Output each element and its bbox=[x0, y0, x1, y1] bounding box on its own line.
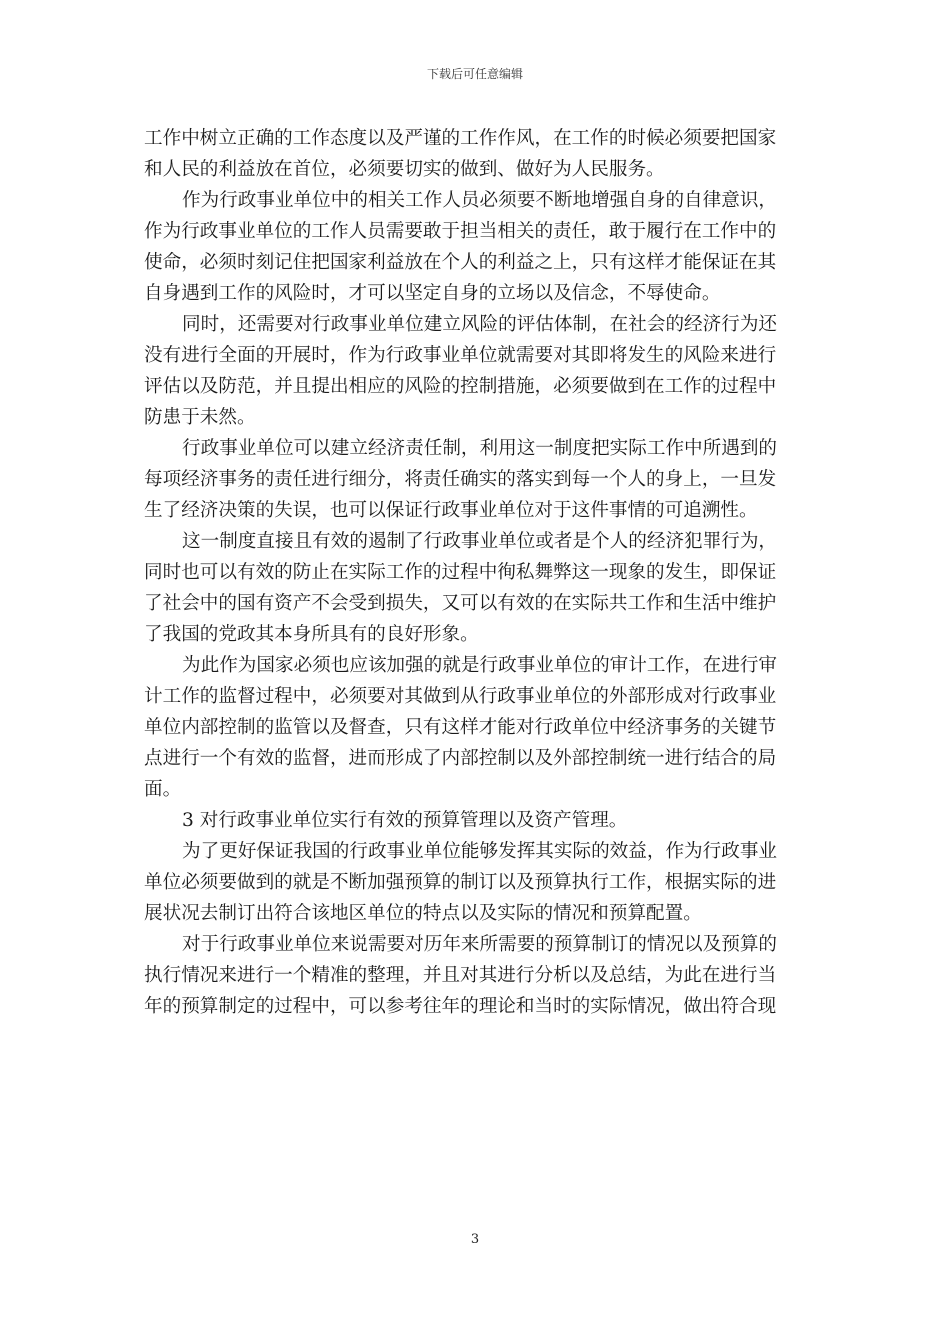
text-line: 同时，还需要对行政事业单位建立风险的评估体制，在社会的经济行为还 bbox=[182, 314, 778, 335]
text-line: 评估以及防范，并且提出相应的风险的控制措施，必须要做到在工作的过程中 bbox=[144, 376, 777, 397]
text-line: 3 对行政事业单位实行有效的预算管理以及资产管理。 bbox=[182, 810, 628, 831]
text-line: 使命，必须时刻记住把国家利益放在个人的利益之上，只有这样才能保证在其 bbox=[144, 252, 777, 273]
text-line: 年的预算制定的过程中，可以参考往年的理论和当时的实际情况，做出符合现 bbox=[144, 996, 777, 1017]
page-number: 3 bbox=[470, 1232, 480, 1247]
text-line: 作为行政事业单位中的相关工作人员必须要不断地增强自身的自律意识， bbox=[182, 190, 778, 211]
text-line: 防患于未然。 bbox=[144, 407, 256, 428]
text-line: 没有进行全面的开展时，作为行政事业单位就需要对其即将发生的风险来进行 bbox=[144, 345, 777, 366]
text-line: 面。 bbox=[144, 779, 182, 800]
text-line: 自身遇到工作的风险时，才可以坚定自身的立场以及信念，不辱使命。 bbox=[144, 283, 721, 304]
text-line: 对于行政事业单位来说需要对历年来所需要的预算制订的情况以及预算的 bbox=[182, 934, 778, 955]
text-line: 单位内部控制的监管以及督查，只有这样才能对行政单位中经济事务的关键节 bbox=[144, 717, 777, 738]
document-body bbox=[144, 123, 806, 1022]
text-line: 这一制度直接且有效的遏制了行政事业单位或者是个人的经济犯罪行为， bbox=[182, 531, 778, 552]
text-line: 同时也可以有效的防止在实际工作的过程中徇私舞弊这一现象的发生，即保证 bbox=[144, 562, 777, 583]
text-line: 生了经济决策的失误，也可以保证行政事业单位对于这件事情的可追溯性。 bbox=[144, 500, 758, 521]
text-line: 执行情况来进行一个精准的整理，并且对其进行分析以及总结，为此在进行当 bbox=[144, 965, 777, 986]
text-line: 工作中树立正确的工作态度以及严谨的工作作风，在工作的时候必须要把国家 bbox=[144, 128, 777, 149]
text-line: 点进行一个有效的监督，进而形成了内部控制以及外部控制统一进行结合的局 bbox=[144, 748, 777, 769]
text-line: 为此作为国家必须也应该加强的就是行政事业单位的审计工作，在进行审 bbox=[182, 655, 778, 676]
text-line: 计工作的监督过程中，必须要对其做到从行政事业单位的外部形成对行政事业 bbox=[144, 686, 777, 707]
text-line: 了我国的党政其本身所具有的良好形象。 bbox=[144, 624, 479, 645]
page-header: 下载后可任意编辑 bbox=[426, 67, 523, 81]
text-line: 行政事业单位可以建立经济责任制，利用这一制度把实际工作中所遇到的 bbox=[182, 438, 778, 459]
text-line: 了社会中的国有资产不会受到损失，又可以有效的在实际共工作和生活中维护 bbox=[144, 593, 777, 614]
text-line: 单位必须要做到的就是不断加强预算的制订以及预算执行工作，根据实际的进 bbox=[144, 872, 777, 893]
text-line: 展状况去制订出符合该地区单位的特点以及实际的情况和预算配置。 bbox=[144, 903, 702, 924]
text-line: 为了更好保证我国的行政事业单位能够发挥其实际的效益，作为行政事业 bbox=[182, 841, 778, 862]
text-line: 和人民的利益放在首位，必须要切实的做到、做好为人民服务。 bbox=[144, 159, 665, 180]
text-line: 每项经济事务的责任进行细分，将责任确实的落实到每一个人的身上，一旦发 bbox=[144, 469, 777, 490]
text-line: 作为行政事业单位的工作人员需要敢于担当相关的责任，敢于履行在工作中的 bbox=[144, 221, 777, 242]
